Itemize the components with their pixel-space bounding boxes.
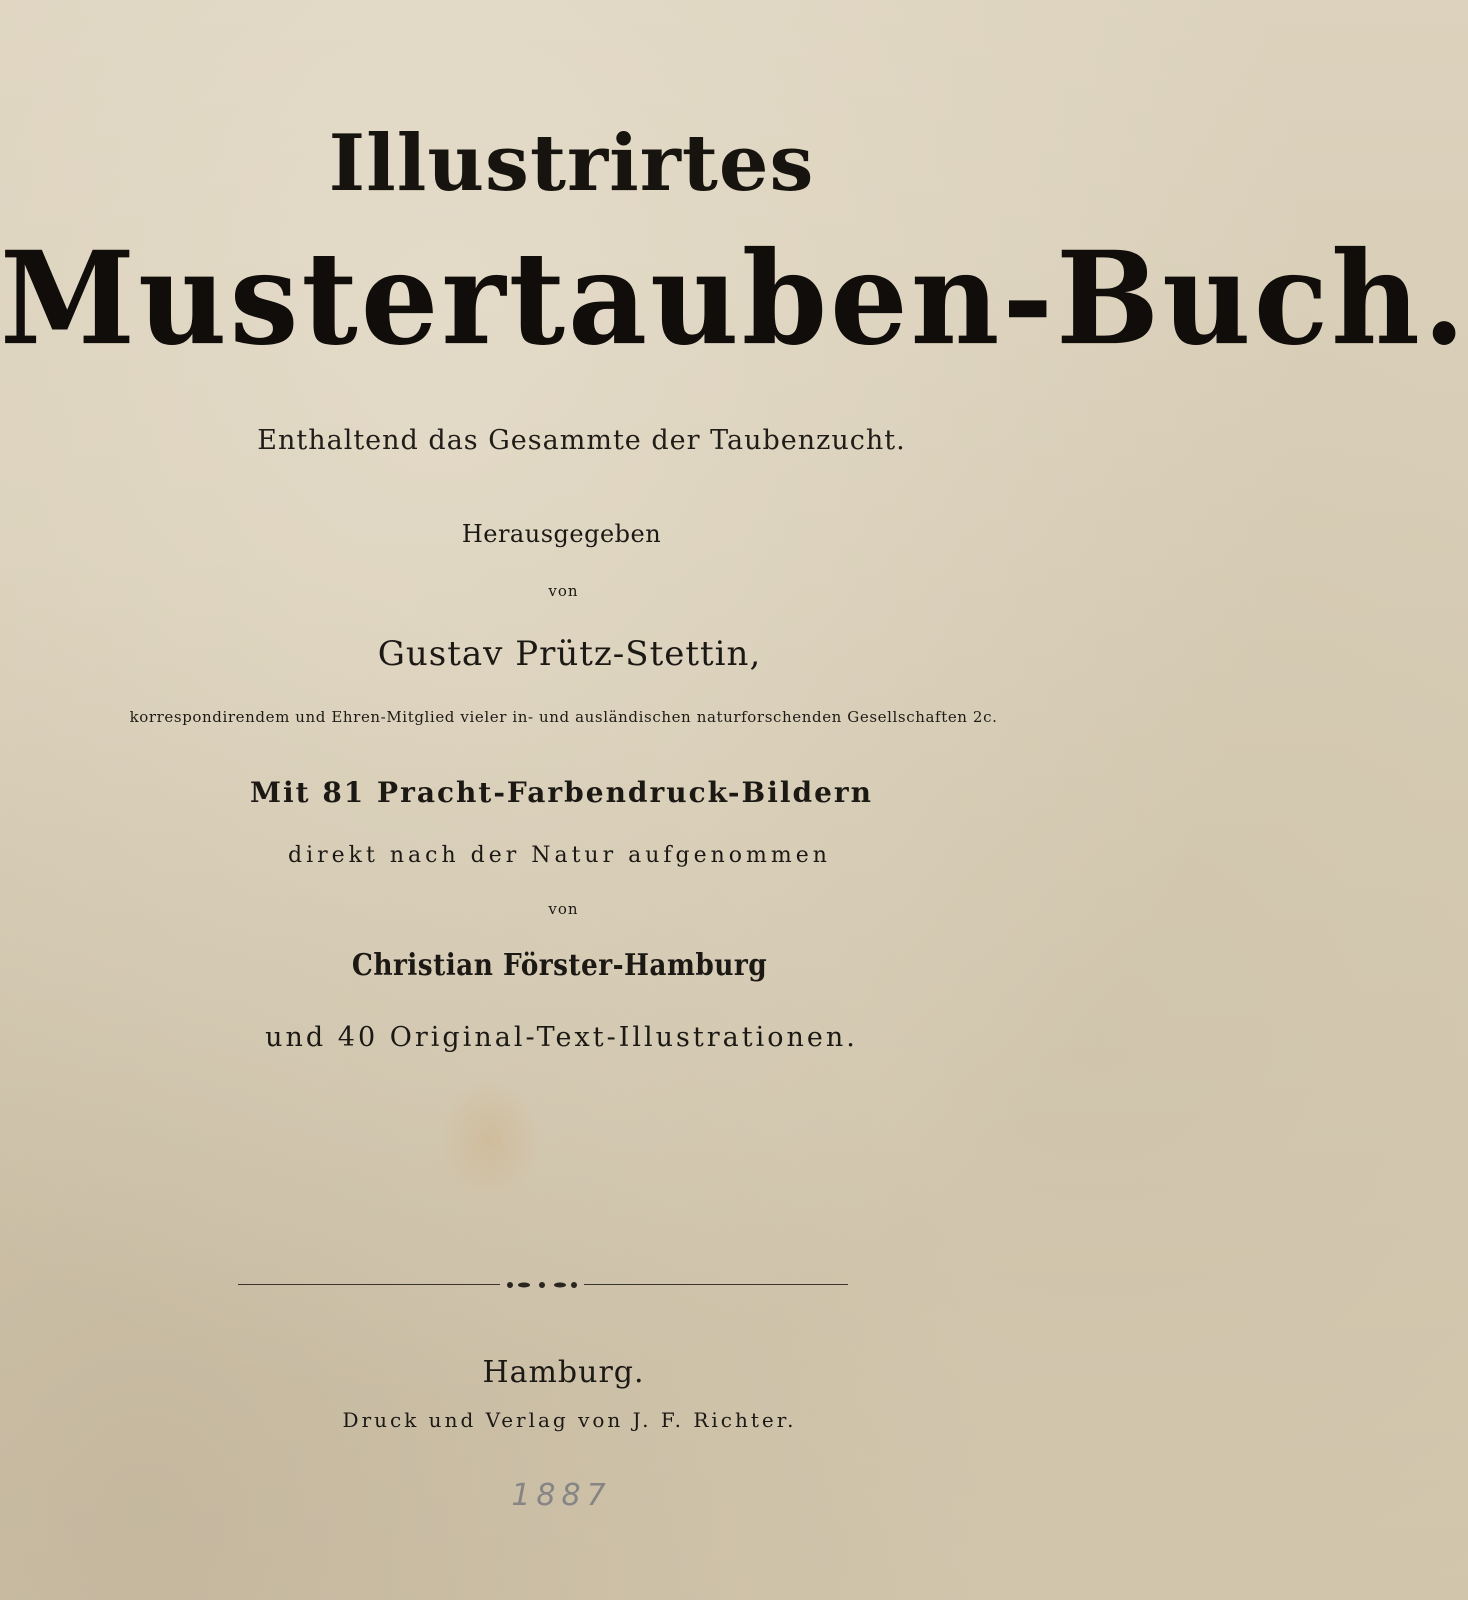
plates-line: Mit 81 Pracht-Farbendruck-Bildern	[250, 776, 873, 809]
by-label-artist: von	[548, 900, 579, 918]
plates-description: direkt nach der Natur aufgenommen	[288, 843, 831, 868]
paper-stain	[440, 1080, 540, 1200]
publisher: Druck und Verlag von J. F. Richter.	[342, 1408, 797, 1432]
title-line-2: Mustertauben-Buch.	[0, 222, 1468, 374]
editor-label: Herausgegeben	[461, 520, 662, 548]
subtitle: Enthaltend das Gesammte der Taubenzucht.	[257, 425, 906, 456]
publication-place: Hamburg.	[482, 1355, 645, 1390]
divider-ornament-icon	[506, 1280, 578, 1290]
divider-line-right	[584, 1284, 848, 1285]
by-label-author: von	[548, 582, 579, 600]
artist-name: Christian Förster-Hamburg	[351, 948, 768, 983]
author-credentials: korrespondirendem und Ehren-Mitglied vieler in- und ausländischen naturforschenden Gesellschaften 2c.	[129, 708, 998, 726]
ornamental-divider	[238, 1280, 848, 1290]
author-name: Gustav Prütz-Stettin,	[377, 634, 762, 674]
handwritten-year: 1887	[511, 1478, 612, 1513]
divider-line-left	[238, 1284, 500, 1285]
illustrations-line: und 40 Original-Text-Illustrationen.	[265, 1022, 858, 1053]
title-line-1: Illustrirtes	[328, 118, 815, 209]
